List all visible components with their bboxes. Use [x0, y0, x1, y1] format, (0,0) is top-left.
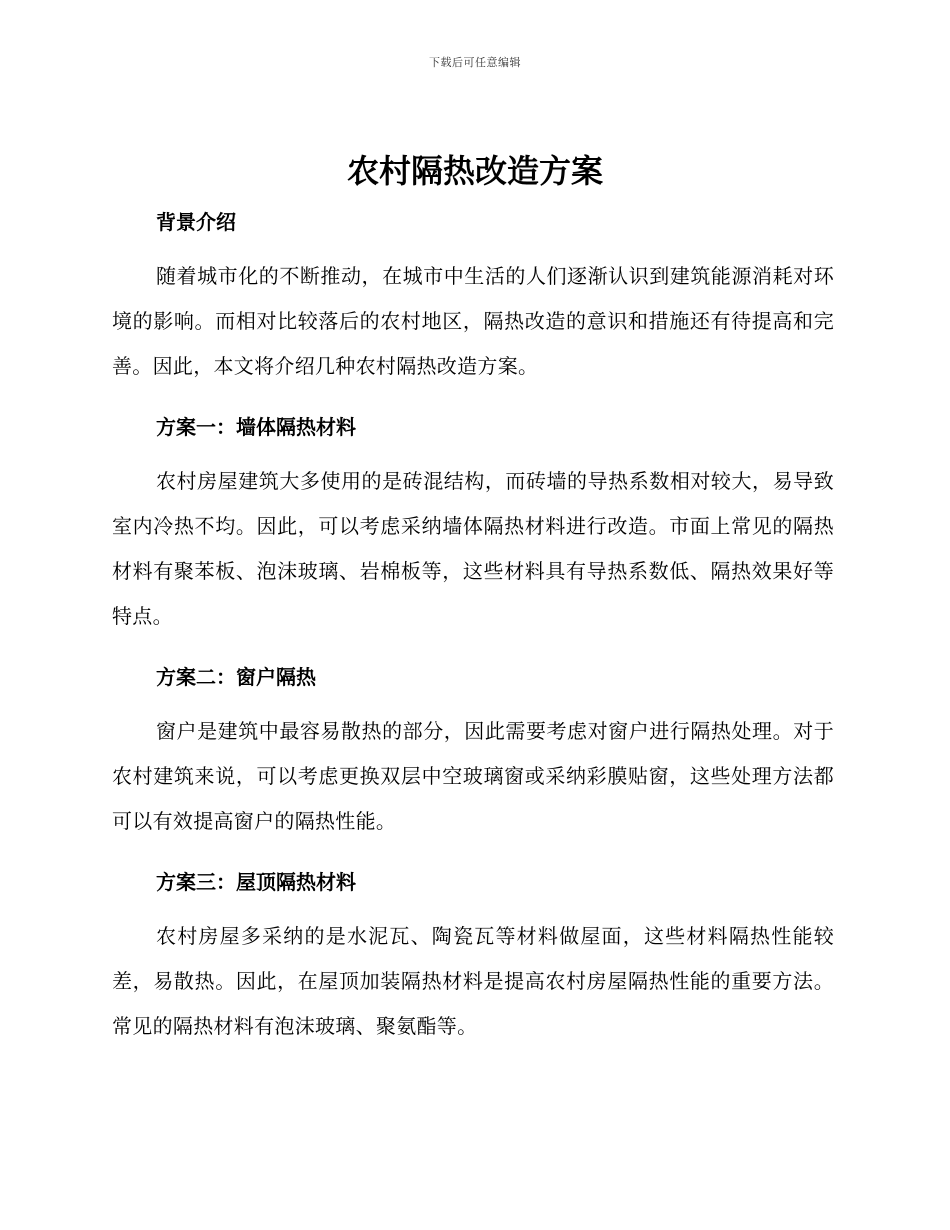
section-heading-plan-1: 方案一：墙体隔热材料 [156, 415, 356, 439]
section-paragraph-plan-1: 农村房屋建筑大多使用的是砖混结构，而砖墙的导热系数相对较大，易导致室内冷热不均。因此，可以考虑采纳墙体隔热材料进行改造。市面上常见的隔热材料有聚苯板、泡沫玻璃、岩棉板等，这些材料具有导热系数低、隔热效果好等特点。 [112, 469, 834, 628]
section-heading-background: 背景介绍 [156, 210, 236, 234]
section-heading-plan-2: 方案二：窗户隔热 [156, 665, 316, 689]
section-paragraph-plan-2: 窗户是建筑中最容易散热的部分，因此需要考虑对窗户进行隔热处理。对于农村建筑来说，可以考虑更换双层中空玻璃窗或采纳彩膜贴窗，这些处理方法都可以有效提高窗户的隔热性能。 [112, 719, 834, 833]
page-header-note: 下载后可任意编辑 [429, 56, 521, 69]
section-paragraph-plan-3: 农村房屋多采纳的是水泥瓦、陶瓷瓦等材料做屋面，这些材料隔热性能较差，易散热。因此，在屋顶加装隔热材料是提高农村房屋隔热性能的重要方法。常见的隔热材料有泡沫玻璃、聚氨酯等。 [112, 924, 834, 1038]
document-body [112, 200, 834, 1049]
section-heading-plan-3: 方案三：屋顶隔热材料 [156, 870, 356, 894]
section-paragraph-background: 随着城市化的不断推动，在城市中生活的人们逐渐认识到建筑能源消耗对环境的影响。而相对比较落后的农村地区，隔热改造的意识和措施还有待提高和完善。因此，本文将介绍几种农村隔热改造方案。 [112, 264, 834, 378]
document-title: 农村隔热改造方案 [346, 152, 603, 190]
